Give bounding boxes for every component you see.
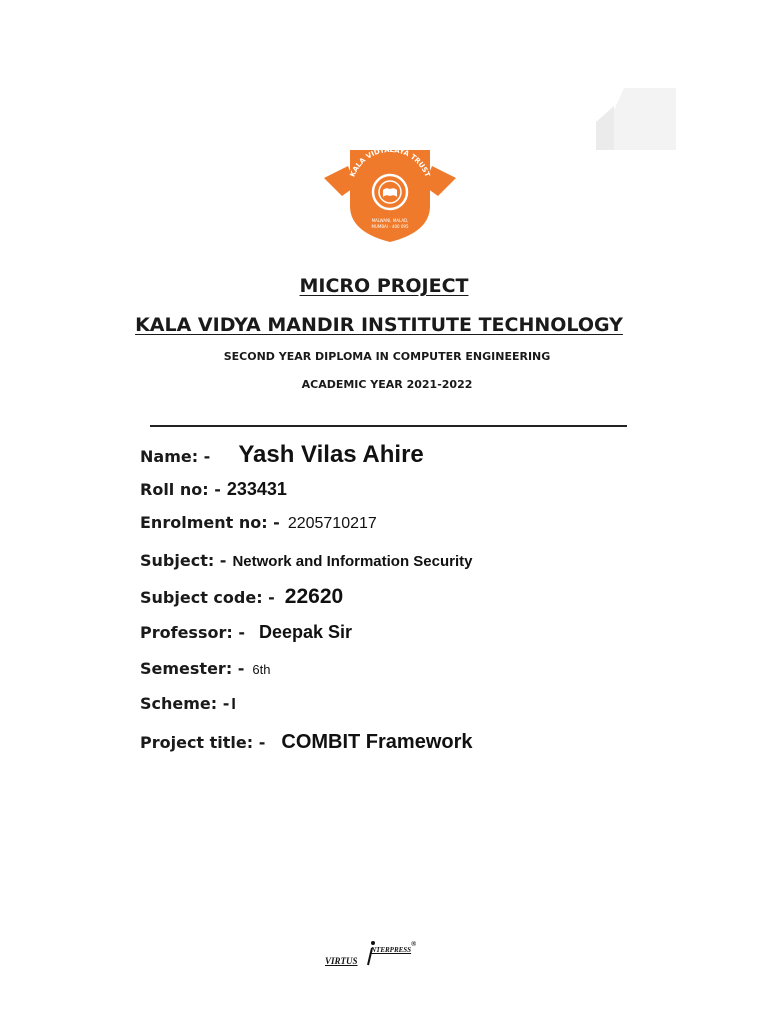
scanner-watermark [325, 940, 425, 968]
semester-label: Semester: - [140, 659, 245, 678]
name-label: Name: - [140, 447, 211, 466]
corner-scan-mark [596, 88, 676, 150]
institute-heading: KALA VIDYA MANDIR INSTITUTE TECHNOLOGY [135, 314, 623, 336]
watermark-virtus-text: VIRTUS [325, 956, 358, 966]
subject-code-field [140, 585, 343, 609]
project-title-field [140, 731, 473, 754]
semester-field [140, 659, 271, 678]
logo-trust-name: KALA VIDYALAYA TRUST [348, 145, 432, 179]
scheme-label: Scheme: - [140, 694, 230, 713]
project-title-value: COMBIT Framework [281, 731, 473, 753]
logo-subtext-2: MUMBAI - 400 095 [371, 224, 409, 229]
semester-value: 6th [252, 662, 271, 677]
name-field [140, 441, 424, 469]
scheme-value: I [231, 696, 236, 713]
subject-code-value: 22620 [284, 585, 344, 608]
watermark-interpress-text: NTERPRESS [371, 946, 412, 954]
enrolment-no-value: 2205710217 [287, 515, 377, 532]
subject-code-label: Subject code: - [140, 588, 275, 607]
professor-label: Professor: - [140, 623, 245, 642]
registered-mark: ® [411, 940, 417, 948]
roll-no-value: 233431 [226, 479, 287, 499]
diploma-heading: SECOND YEAR DIPLOMA IN COMPUTER ENGINEERING [223, 350, 551, 363]
subject-label: Subject: - [140, 551, 227, 570]
institute-logo [320, 136, 460, 244]
divider-line [150, 425, 627, 427]
name-value: Yash Vilas Ahire [238, 441, 424, 468]
enrolment-no-field [140, 513, 377, 533]
professor-field [140, 622, 352, 643]
scheme-field [140, 694, 236, 714]
enrolment-no-label: Enrolment no: - [140, 513, 280, 532]
project-title-label: Project title: - [140, 733, 266, 752]
project-type-heading: MICRO PROJECT [299, 275, 469, 297]
academic-year-heading: ACADEMIC YEAR 2021-2022 [301, 378, 473, 391]
subject-field [140, 551, 473, 570]
subject-value: Network and Information Security [232, 553, 473, 570]
roll-no-label: Roll no: - [140, 480, 221, 499]
roll-no-field [140, 479, 287, 500]
professor-value: Deepak Sir [258, 622, 353, 642]
logo-subtext-1: MALWANI, MALAD, [371, 218, 409, 223]
